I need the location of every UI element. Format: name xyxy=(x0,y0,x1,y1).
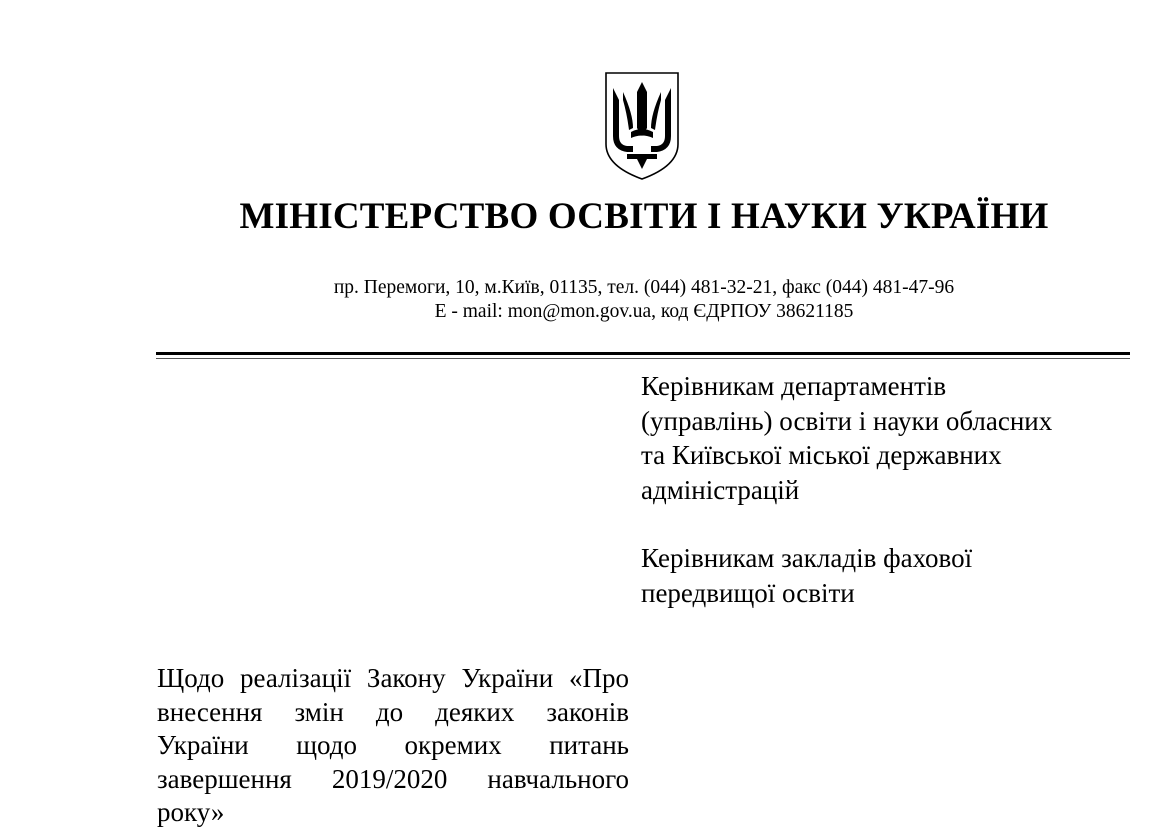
ministry-title: МІНІСТЕРСТВО ОСВІТИ І НАУКИ УКРАЇНИ xyxy=(239,196,1049,237)
recipient-line: Керівникам департаментів xyxy=(641,371,947,401)
subject-word: року» xyxy=(157,797,225,827)
header-divider-thick xyxy=(156,352,1130,355)
subject-word: законів xyxy=(546,696,629,727)
subject-line xyxy=(157,796,629,830)
subject-word: 2019/2020 xyxy=(331,763,448,794)
address-line-2: E - mail: mon@mon.gov.ua, код ЄДРПОУ 38621185 xyxy=(434,301,854,322)
subject-word: Закону xyxy=(366,663,446,693)
header-divider-thin xyxy=(156,358,1130,359)
subject-line xyxy=(157,729,629,763)
recipient-line: (управлінь) освіти і науки обласних xyxy=(641,405,1053,436)
subject-word: змін xyxy=(294,696,344,727)
letter-subject xyxy=(157,662,629,830)
trident-icon xyxy=(603,70,681,182)
ministry-address xyxy=(0,276,1161,324)
subject-word: завершення xyxy=(157,763,292,794)
subject-word: внесення xyxy=(157,696,263,727)
subject-word: України xyxy=(157,730,249,760)
recipient-institutions xyxy=(641,541,1141,610)
subject-word: щодо xyxy=(296,730,358,760)
recipient-departments xyxy=(641,369,1141,507)
subject-word: «Про xyxy=(568,663,629,693)
recipient-line: передвищої освіти xyxy=(641,577,855,608)
recipient-line: та Київської міської державних xyxy=(641,440,1002,470)
subject-word: реалізації xyxy=(240,663,352,693)
subject-word: питань xyxy=(549,730,629,760)
recipient-line: Керівникам закладів фахової xyxy=(641,543,973,573)
subject-word: навчального xyxy=(487,763,629,794)
subject-word: до xyxy=(375,696,404,727)
subject-word: Щодо xyxy=(157,663,225,693)
recipients-block xyxy=(641,369,1141,610)
subject-word: окремих xyxy=(404,730,502,760)
recipient-line: адміністрацій xyxy=(641,474,800,505)
subject-line xyxy=(157,763,629,797)
subject-line xyxy=(157,662,629,696)
subject-line xyxy=(157,696,629,730)
address-line-1: пр. Перемоги, 10, м.Київ, 01135, тел. (044) 481-32-21, факс (044) 481-47-96 xyxy=(333,277,955,298)
subject-word: України xyxy=(461,663,554,693)
subject-word: деяких xyxy=(435,696,515,727)
